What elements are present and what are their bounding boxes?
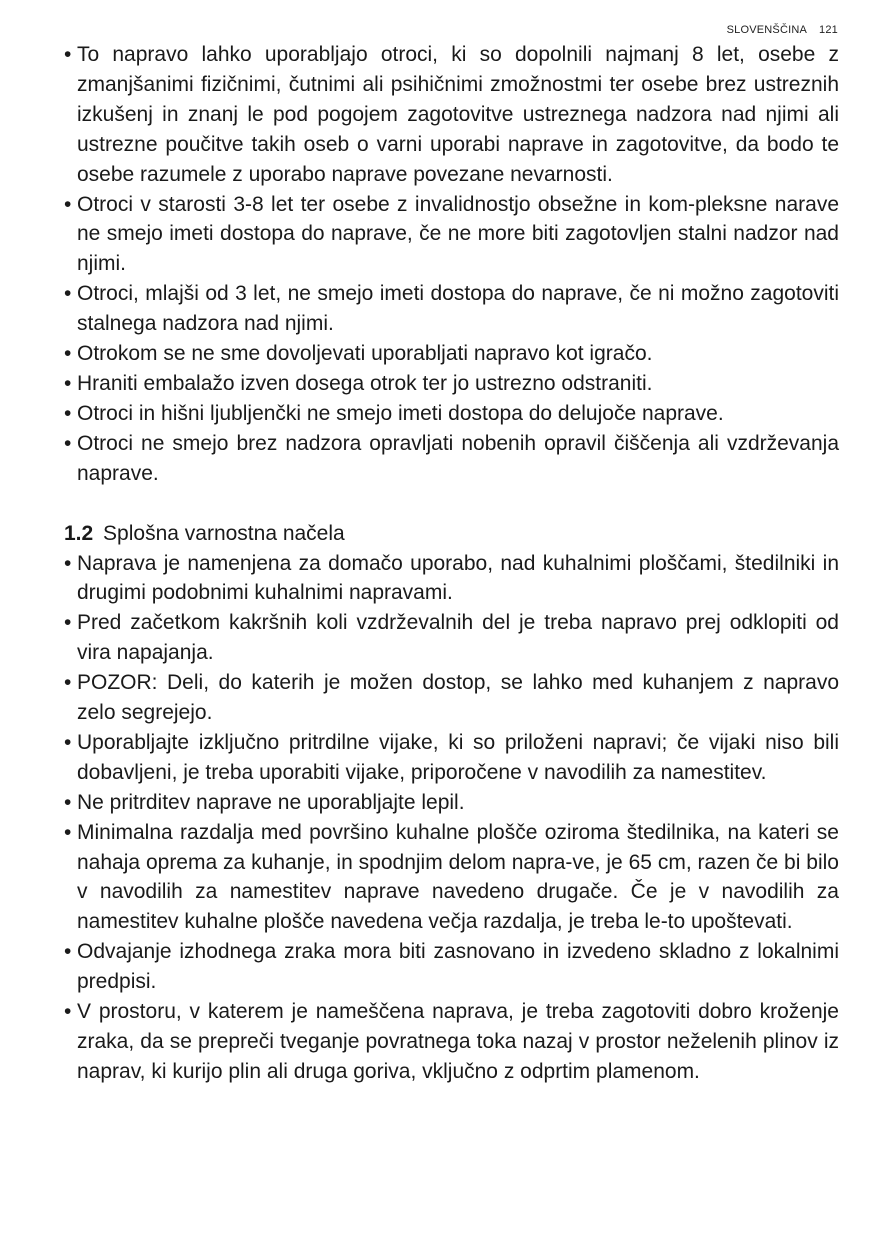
list-item — [64, 339, 839, 369]
list-item — [64, 399, 839, 429]
section-title: Splošna varnostna načela — [103, 521, 345, 545]
list-item-text: Otroci, mlajši od 3 let, ne smejo imeti dostopa do naprave, če ni možno zagotoviti stalnega nadzora nad njimi. — [77, 282, 839, 336]
list-item — [64, 190, 839, 280]
list-item — [64, 818, 839, 938]
list-item-text: To napravo lahko uporabljajo otroci, ki so dopolnili najmanj 8 let, osebe z zmanjšanimi fizičnimi, čutnimi ali psihičnimi zmožnostmi ter osebe brez ustreznih izkušenj in znanj le pod pogojem zagotovitve ustreznega nadzora nad njimi ali ustrezne poučitve takih oseb o varni uporabi naprave in zagotovitve, da bodo te osebe razumele z uporabo naprave povezane nevarnosti. — [77, 43, 839, 186]
list-item-text: Otroci v starosti 3-8 let ter osebe z invalidnostjo obsežne in kom-pleksne narave ne smejo imeti dostopa do naprave, če ne more biti zagotovljen stalni nadzor nad njimi. — [77, 192, 839, 276]
page-header — [727, 24, 838, 36]
list-item — [64, 997, 839, 1087]
list-item-text: Minimalna razdalja med površino kuhalne plošče oziroma štedilnika, na kateri se nahaja oprema za kuhanje, in spodnjim delom napra-ve, je 65 cm, razen če bi bilo v navodilih za namestitev naprave navedeno drugače. Če je v navodilih za namestitev kuhalne plošče navedena večja razdalja, je treba le-to upoštevati. — [77, 820, 839, 934]
list-item-text: Pred začetkom kakršnih koli vzdrževalnih del je treba napravo prej odklopiti od vira napajanja. — [77, 611, 839, 665]
list-item-text: Naprava je namenjena za domačo uporabo, nad kuhalnimi ploščami, štedilniki in drugimi podobnimi kuhalnimi napravami. — [77, 551, 839, 605]
list-item-text: Otroci in hišni ljubljenčki ne smejo imeti dostopa do delujoče naprave. — [77, 401, 724, 425]
list-item-text: POZOR: Deli, do katerih je možen dostop, se lahko med kuhanjem z napravo zelo segrejejo. — [77, 671, 839, 725]
list-item — [64, 668, 839, 728]
list-item — [64, 279, 839, 339]
list-item — [64, 937, 839, 997]
list-item — [64, 429, 839, 489]
list-item-text: Uporabljajte izključno pritrdilne vijake, ki so priloženi napravi; če vijaki niso bili dobavljeni, je treba uporabiti vijake, priporočene v navodilih za namestitev. — [77, 730, 839, 784]
section-heading — [64, 519, 839, 549]
list-item-text: Ne pritrditev naprave ne uporabljajte lepil. — [77, 790, 465, 814]
list-item — [64, 369, 839, 399]
page-content — [64, 40, 839, 1087]
intro-bullet-list — [64, 40, 839, 489]
list-item-text: Hraniti embalažo izven dosega otrok ter jo ustrezno odstraniti. — [77, 371, 653, 395]
list-item-text: V prostoru, v katerem je nameščena naprava, je treba zagotoviti dobro kroženje zraka, da se prepreči tveganje povratnega toka nazaj v prostor neželenih plinov iz naprav, ki kurijo plin ali druga goriva, vključno z odprtim plamenom. — [77, 1000, 839, 1083]
section-number: 1.2 — [64, 521, 94, 545]
page-number: 121 — [819, 24, 838, 36]
list-item-text: Odvajanje izhodnega zraka mora biti zasnovano in izvedeno skladno z lokalnimi predpisi. — [77, 940, 839, 994]
section-bullet-list — [64, 549, 839, 1087]
list-item — [64, 40, 839, 190]
list-item-text: Otroci ne smejo brez nadzora opravljati nobenih opravil čiščenja ali vzdrževanja naprave. — [77, 431, 839, 485]
list-item-text: Otrokom se ne sme dovoljevati uporabljati napravo kot igračo. — [77, 342, 653, 366]
header-language: SLOVENŠČINA — [726, 24, 808, 36]
list-item — [64, 788, 839, 818]
list-item — [64, 549, 839, 609]
list-item — [64, 608, 839, 668]
list-item — [64, 728, 839, 788]
